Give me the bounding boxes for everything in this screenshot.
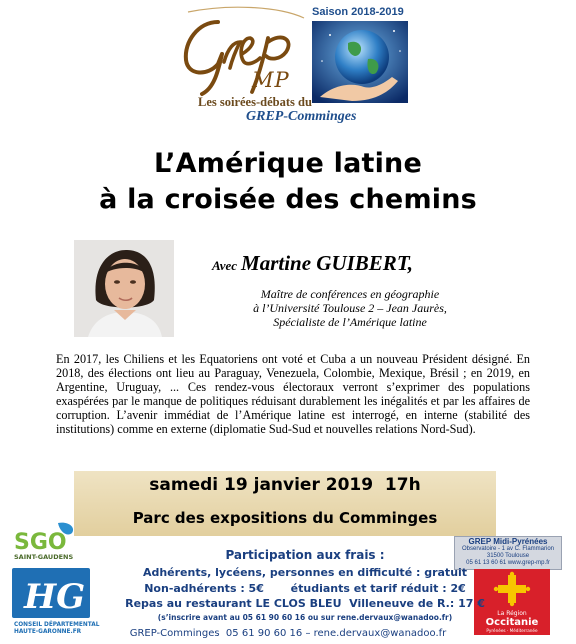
saint-gaudens-text: SAINT-GAUDENS [14, 553, 74, 561]
svg-text:HG: HG [24, 577, 86, 617]
speaker-affiliation-line1: Maître de conférences en géographie [260, 287, 440, 301]
event-description: En 2017, les Chiliens et les Equatoriens ont voté et Cuba a un nouveau Président désigné. En 2018, des élections ont lieu au Paraguay, Venezuela, Colombie, Mexique, Brésil ; en 2019, en Argentine, Uruguay, ... Ces rendez-vous électoraux verront s’exprimer des populations exaspérées par le manque de politiques réduisant durablement les inégalités et par les affaires de corruption. L’avenir immédiat de l’Amérique latine est interrogé, en interne (stabilité des institutions) comme en externe (diplomatie Sud-Sud et nouvelles relations Nord-Sud). [56, 352, 530, 436]
svg-text:SGO: SGO [14, 530, 67, 555]
grep-box-address: Observatoire - 1 av C. Flammarion [461, 546, 555, 552]
saint-gaudens-logo-icon [10, 519, 82, 567]
speaker-with-label: Avec [212, 258, 238, 273]
season-label: Saison 2018-2019 [312, 6, 404, 18]
contact-line: GREP-Comminges 05 61 90 60 16 – rene.dervaux@wanadoo.fr [129, 628, 447, 639]
occitanie-text-line3: Pyrénées · Méditerranée [486, 628, 538, 633]
haute-garonne-logo-icon [12, 568, 100, 635]
event-time: 17h [384, 475, 421, 495]
hg-text-line1: CONSEIL DÉPARTEMENTAL [14, 622, 100, 628]
event-title-line1: L’Amérique latine [154, 148, 422, 179]
occitanie-text-line2: Occitanie [485, 617, 539, 628]
grep-box-title: GREP Midi-Pyrénées [468, 537, 548, 546]
event-date: samedi 19 janvier 2019 [149, 475, 374, 495]
fees-title: Participation aux frais : [225, 548, 385, 562]
speaker-name-suffix: , [407, 251, 413, 275]
speaker-affiliation-line2: à l’Université Toulouse 2 – Jean Jaurès, [253, 301, 447, 315]
grep-box-contact: 05 61 13 60 61 www.grep-mp.fr [466, 560, 550, 566]
fees-line1: Adhérents, lycéens, personnes en difficulté : gratuit [142, 566, 468, 579]
logo-subtitle-line1: Les soirées-débats du [198, 95, 312, 109]
event-date-line [74, 475, 496, 495]
fees-line2: Non-adhérents : 5€ étudiants et tarif réduit : 2€ [144, 582, 466, 595]
hg-text-line2: HAUTE-GARONNE.FR [14, 629, 82, 635]
occitanie-text-line1: La Région [497, 610, 527, 617]
globe-in-hand-icon [312, 21, 408, 103]
speaker-affiliation-line3: Spécialiste de l’Amérique latine [273, 315, 427, 329]
event-venue: Parc des expositions du Comminges [132, 509, 438, 527]
fees-line3: Repas au restaurant LE CLOS BLEU Villeneuve de R.: 17 € [125, 597, 485, 610]
grep-box-city: 31500 Toulouse [486, 553, 530, 559]
speaker-name: Martine GUIBERT [241, 251, 408, 275]
fees-registration-note: (s’inscrire avant au 05 61 90 60 16 ou sur rene.dervaux@wanadoo.fr) [157, 613, 453, 622]
logo-subtitle-line2: GREP-Comminges [246, 109, 357, 124]
event-title-line2: à la croisée des chemins [99, 184, 477, 215]
speaker-line [212, 251, 413, 276]
speaker-portrait-icon [74, 240, 174, 337]
logo-mp: MP [252, 68, 290, 92]
